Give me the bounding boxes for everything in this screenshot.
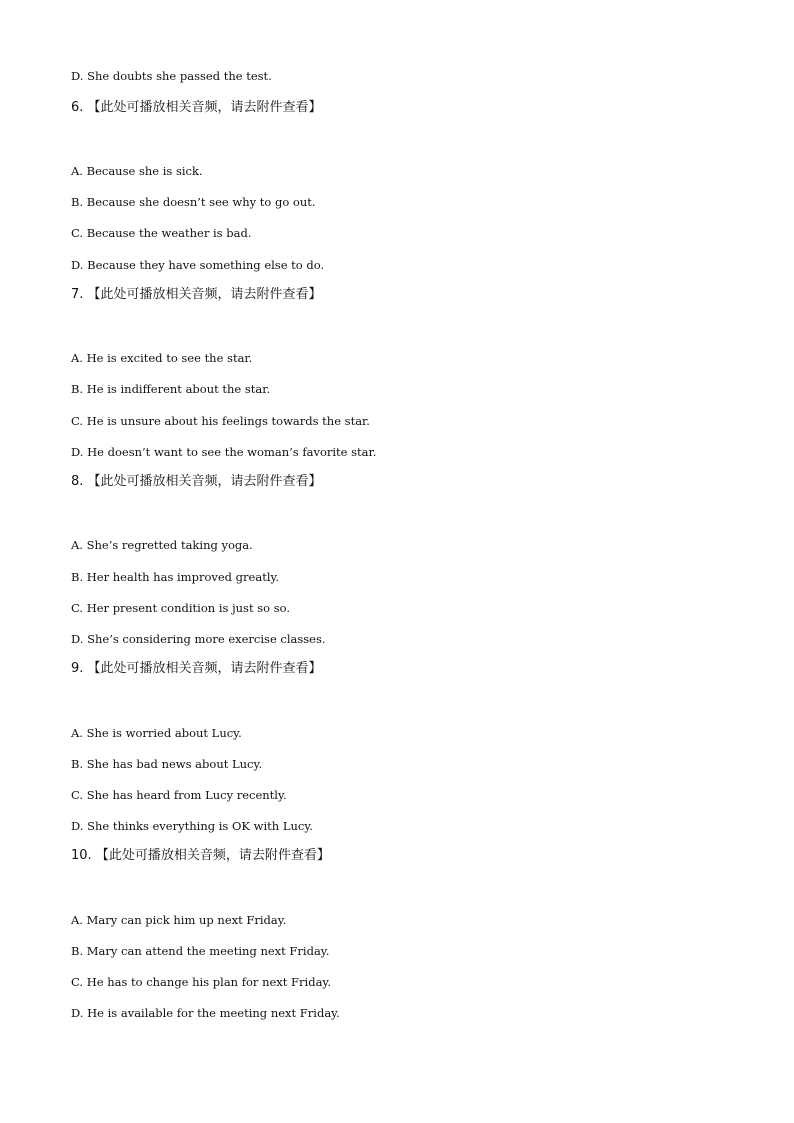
question-6-header — [71, 99, 322, 117]
option-c: C. Her present condition is just so so. — [71, 601, 290, 615]
option-d: D. Because they have something else to do. — [71, 258, 325, 272]
option-a: A. She is worried about Lucy. — [71, 726, 242, 740]
option-d: D. She’s considering more exercise classes. — [71, 632, 326, 646]
question-number: 6. — [71, 100, 84, 115]
option-c: C. Because the weather is bad. — [71, 226, 252, 240]
audio-prompt[interactable]: 【此处可播放相关音频，请去附件查看】 — [87, 661, 322, 676]
question-number: 8. — [71, 474, 84, 489]
option-a: A. He is excited to see the star. — [71, 351, 253, 365]
option-b: B. She has bad news about Lucy. — [71, 757, 263, 771]
question-9-header — [71, 660, 322, 678]
option-b: B. Because she doesn’t see why to go out. — [71, 195, 316, 209]
option-b: B. Mary can attend the meeting next Friday. — [71, 944, 330, 958]
option-a: A. Because she is sick. — [71, 164, 203, 178]
question-10-header — [71, 847, 330, 865]
question-7-header — [71, 286, 322, 304]
option-d: D. She thinks everything is OK with Lucy. — [71, 819, 313, 833]
option-c: C. He has to change his plan for next Friday. — [71, 975, 332, 989]
audio-prompt[interactable]: 【此处可播放相关音频，请去附件查看】 — [87, 287, 322, 302]
option-a: A. Mary can pick him up next Friday. — [71, 913, 287, 927]
option-d: D. He doesn’t want to see the woman’s favorite star. — [71, 445, 377, 459]
audio-prompt[interactable]: 【此处可播放相关音频，请去附件查看】 — [87, 474, 322, 489]
question-number: 9. — [71, 661, 84, 676]
option-b: B. He is indifferent about the star. — [71, 382, 271, 396]
option-c: C. He is unsure about his feelings towards the star. — [71, 414, 370, 428]
question-number: 7. — [71, 287, 84, 302]
option-b: B. Her health has improved greatly. — [71, 570, 280, 584]
option-d: D. She doubts she passed the test. — [71, 69, 272, 83]
option-c: C. She has heard from Lucy recently. — [71, 788, 287, 802]
option-a: A. She’s regretted taking yoga. — [71, 538, 253, 552]
question-number: 10. — [71, 848, 92, 863]
question-8-header — [71, 473, 322, 491]
audio-prompt[interactable]: 【此处可播放相关音频，请去附件查看】 — [87, 100, 322, 115]
audio-prompt[interactable]: 【此处可播放相关音频，请去附件查看】 — [95, 848, 330, 863]
option-d: D. He is available for the meeting next Friday. — [71, 1006, 340, 1020]
